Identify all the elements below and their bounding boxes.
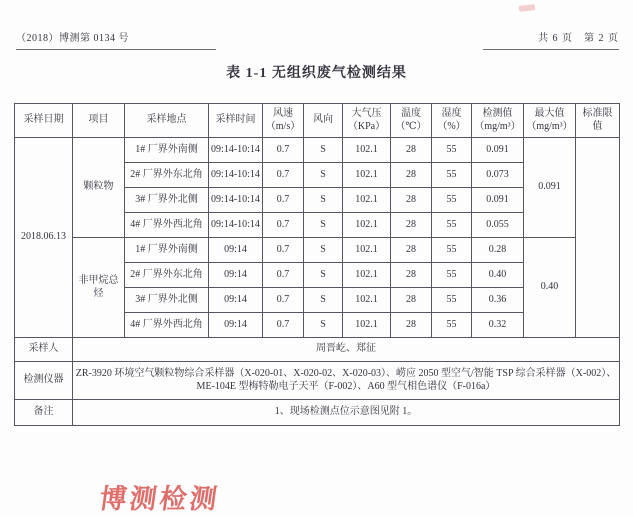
cell-wind-speed: 0.7 — [263, 188, 304, 213]
remark-label: 备注 — [15, 400, 73, 426]
cell-max-nmhc: 0.40 — [524, 238, 576, 338]
header-cell-item: 项目 — [73, 104, 125, 138]
instrument-value: ZR-3920 环境空气颗粒物综合采样器（X-020-01、X-020-02、X-020-03）、崂应 2050 型空气/智能 TSP 综合采样器（X-002）、ME-104E 型梅特勒电子天平（F-002）、A60 型气相色谱仪（F-016a） — [73, 362, 620, 400]
cell-pressure: 102.1 — [343, 188, 391, 213]
cell-wind-speed: 0.7 — [263, 213, 304, 238]
cell-pressure: 102.1 — [343, 288, 391, 313]
cell-location: 3# 厂界外北侧 — [125, 288, 209, 313]
cell-wind-speed: 0.7 — [263, 163, 304, 188]
header-cell-wind-speed: 风速 （m/s） — [263, 104, 304, 138]
remark-value: 1、现场检测点位示意图见附 1。 — [73, 400, 620, 426]
header-cell-max: 最大值 （mg/m³） — [524, 104, 576, 138]
cell-wind-dir: S — [304, 288, 343, 313]
cell-wind-dir: S — [304, 188, 343, 213]
cell-location: 4# 厂界外西北角 — [125, 313, 209, 338]
sampler-row — [15, 338, 620, 362]
cell-pressure: 102.1 — [343, 213, 391, 238]
cell-time: 09:14 — [209, 238, 263, 263]
cell-humidity: 55 — [432, 213, 472, 238]
cell-wind-dir: S — [304, 263, 343, 288]
table-row — [15, 238, 620, 263]
header-cell-time: 采样时间 — [209, 104, 263, 138]
cell-wind-dir: S — [304, 238, 343, 263]
cell-humidity: 55 — [432, 188, 472, 213]
cell-value: 0.073 — [472, 163, 524, 188]
cell-wind-speed: 0.7 — [263, 313, 304, 338]
cell-wind-dir: S — [304, 213, 343, 238]
header-cell-pressure: 大气压 （KPa） — [343, 104, 391, 138]
cell-pressure: 102.1 — [343, 163, 391, 188]
cell-max-particulate: 0.091 — [524, 138, 576, 238]
cell-temp: 28 — [391, 238, 432, 263]
cell-time: 09:14 — [209, 263, 263, 288]
cell-time: 09:14-10:14 — [209, 163, 263, 188]
table-row — [15, 138, 620, 163]
cell-humidity: 55 — [432, 313, 472, 338]
cell-temp: 28 — [391, 288, 432, 313]
cell-temp: 28 — [391, 138, 432, 163]
cell-wind-dir: S — [304, 138, 343, 163]
cell-temp: 28 — [391, 188, 432, 213]
cell-wind-dir: S — [304, 313, 343, 338]
cell-wind-speed: 0.7 — [263, 138, 304, 163]
page-title: 表 1-1 无组织废气检测结果 — [226, 66, 407, 81]
remark-row — [15, 400, 620, 426]
cell-humidity: 55 — [432, 238, 472, 263]
cell-location: 1# 厂界外南侧 — [125, 138, 209, 163]
cell-value: 0.36 — [472, 288, 524, 313]
cell-time: 09:14-10:14 — [209, 188, 263, 213]
cell-time: 09:14 — [209, 313, 263, 338]
cell-pressure: 102.1 — [343, 238, 391, 263]
cell-time: 09:14-10:14 — [209, 213, 263, 238]
cell-humidity: 55 — [432, 288, 472, 313]
cell-value: 0.32 — [472, 313, 524, 338]
cell-location: 2# 厂界外东北角 — [125, 263, 209, 288]
cell-value: 0.40 — [472, 263, 524, 288]
cell-wind-speed: 0.7 — [263, 238, 304, 263]
cell-item-particulate: 颗粒物 — [73, 138, 125, 238]
cell-time: 09:14-10:14 — [209, 138, 263, 163]
header-cell-humidity: 湿度 （%） — [432, 104, 472, 138]
sampler-label: 采样人 — [15, 338, 73, 362]
cell-temp: 28 — [391, 263, 432, 288]
cell-humidity: 55 — [432, 163, 472, 188]
cell-location: 2# 厂界外东北角 — [125, 163, 209, 188]
cell-time: 09:14 — [209, 288, 263, 313]
cell-value: 0.28 — [472, 238, 524, 263]
instrument-row — [15, 362, 620, 400]
cell-wind-dir: S — [304, 163, 343, 188]
header-cell-wind-dir: 风向 — [304, 104, 343, 138]
cell-temp: 28 — [391, 213, 432, 238]
cell-wind-speed: 0.7 — [263, 263, 304, 288]
cell-value: 0.055 — [472, 213, 524, 238]
red-ink-smudge — [519, 4, 536, 12]
cell-wind-speed: 0.7 — [263, 288, 304, 313]
cell-value: 0.091 — [472, 188, 524, 213]
cell-location: 3# 厂界外北侧 — [125, 188, 209, 213]
cell-pressure: 102.1 — [343, 313, 391, 338]
header-cell-value: 检测值 （mg/m³） — [472, 104, 524, 138]
cell-temp: 28 — [391, 313, 432, 338]
instrument-label: 检测仪器 — [15, 362, 73, 400]
header-cell-limit: 标准限值 — [576, 104, 620, 138]
cell-humidity: 55 — [432, 138, 472, 163]
cell-pressure: 102.1 — [343, 138, 391, 163]
cell-location: 4# 厂界外西北角 — [125, 213, 209, 238]
cell-limit — [576, 138, 620, 338]
cell-location: 1# 厂界外南侧 — [125, 238, 209, 263]
red-stamp-fragment: 博测检测 — [97, 484, 222, 514]
cell-humidity: 55 — [432, 263, 472, 288]
page-indicator: 共 6 页 第 2 页 — [483, 29, 619, 50]
header-cell-date: 采样日期 — [15, 104, 73, 138]
doc-number: （2018）博测第 0134 号 — [16, 29, 216, 50]
cell-date: 2018.06.13 — [15, 138, 73, 338]
cell-pressure: 102.1 — [343, 263, 391, 288]
header-cell-temp: 温度 （℃） — [391, 104, 432, 138]
cell-item-nmhc: 非甲烷总烃 — [73, 238, 125, 338]
cell-value: 0.091 — [472, 138, 524, 163]
header-cell-location: 采样地点 — [125, 104, 209, 138]
header-row — [15, 104, 620, 138]
results-table — [14, 103, 620, 426]
sampler-value: 周晋屹、郑征 — [73, 338, 620, 362]
cell-temp: 28 — [391, 163, 432, 188]
